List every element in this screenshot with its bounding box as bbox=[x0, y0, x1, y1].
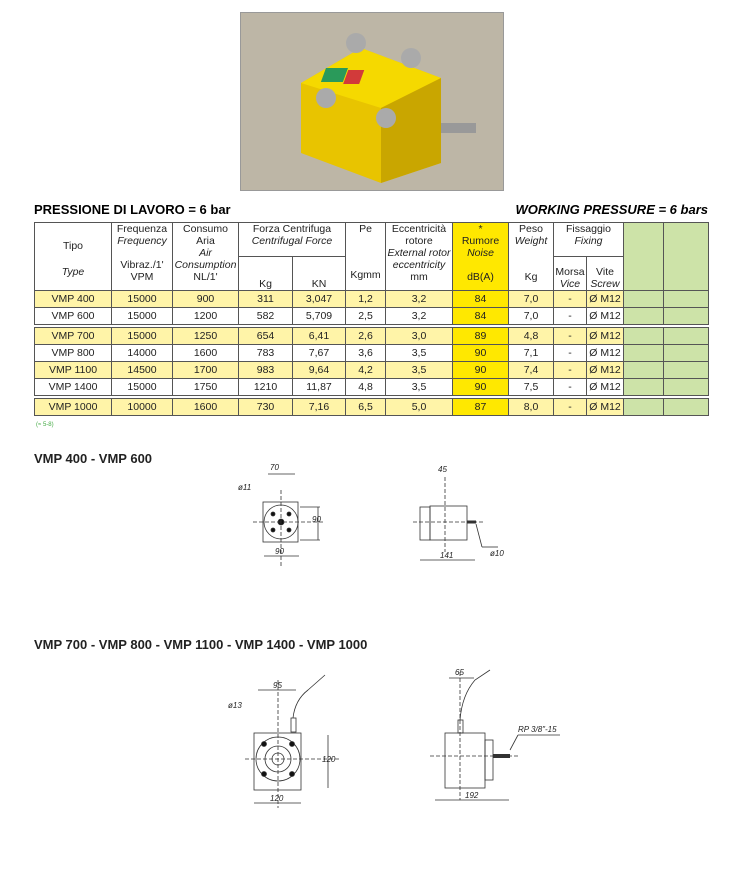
table-cell: 8,0 bbox=[509, 399, 554, 416]
table-cell: VMP 1100 bbox=[35, 362, 112, 379]
green-cell bbox=[624, 362, 664, 379]
green-cell bbox=[664, 362, 709, 379]
table-cell: 582 bbox=[239, 308, 293, 325]
table-cell: 15000 bbox=[112, 379, 173, 396]
table-cell: Ø M12 bbox=[587, 362, 624, 379]
table-cell: 1700 bbox=[173, 362, 239, 379]
dim-10: ø10 bbox=[490, 549, 504, 558]
table-cell: 1200 bbox=[173, 308, 239, 325]
green-cell bbox=[664, 345, 709, 362]
green-cell bbox=[664, 379, 709, 396]
col-air-en2: Consumption bbox=[174, 259, 237, 271]
table-cell: 730 bbox=[239, 399, 293, 416]
col-noise-unit: dB(A) bbox=[467, 271, 494, 283]
table-cell: 2,6 bbox=[346, 328, 386, 345]
table-cell: 10000 bbox=[112, 399, 173, 416]
table-cell: 4,8 bbox=[346, 379, 386, 396]
col-noise-star: * bbox=[478, 223, 483, 235]
col-air-en: Air bbox=[199, 247, 212, 259]
col-force-kg: Kg bbox=[239, 257, 293, 291]
drawing-vmp700-1000 bbox=[200, 660, 580, 810]
table-row bbox=[35, 362, 709, 379]
col-freq-en: Frequency bbox=[117, 235, 167, 247]
table-cell: - bbox=[554, 379, 587, 396]
col-ecc-en2: eccentricity bbox=[392, 259, 446, 271]
col-screw-en: Screw bbox=[590, 278, 620, 290]
table-cell: 6,5 bbox=[346, 399, 386, 416]
table-cell: 3,5 bbox=[386, 362, 453, 379]
table-cell: 90 bbox=[453, 362, 509, 379]
table-cell: 983 bbox=[239, 362, 293, 379]
table-cell: 15000 bbox=[112, 308, 173, 325]
col-fix-it: Fissaggio bbox=[566, 223, 611, 235]
green-cell bbox=[624, 379, 664, 396]
table-cell: 4,2 bbox=[346, 362, 386, 379]
table-cell: 7,67 bbox=[293, 345, 346, 362]
table-cell: 84 bbox=[453, 291, 509, 308]
table-cell: 7,5 bbox=[509, 379, 554, 396]
table-cell: 3,2 bbox=[386, 291, 453, 308]
table-cell: 90 bbox=[453, 379, 509, 396]
table-cell: 89 bbox=[453, 328, 509, 345]
green-cell bbox=[664, 328, 709, 345]
table-cell: - bbox=[554, 345, 587, 362]
dim-90v: 90 bbox=[312, 515, 321, 524]
vibrator-image bbox=[241, 13, 503, 190]
table-row bbox=[35, 328, 709, 345]
table-cell: 15000 bbox=[112, 291, 173, 308]
col-ecc-it: Eccentricità bbox=[391, 223, 447, 235]
green-cell bbox=[624, 399, 664, 416]
section-title-2: VMP 700 - VMP 800 - VMP 1100 - VMP 1400 - VMP 1000 bbox=[34, 637, 368, 652]
table-cell: Ø M12 bbox=[587, 328, 624, 345]
table-cell: 15000 bbox=[112, 328, 173, 345]
table-cell: 3,5 bbox=[386, 379, 453, 396]
green-cell bbox=[624, 291, 664, 308]
table-cell: 900 bbox=[173, 291, 239, 308]
dim-192: 192 bbox=[465, 791, 479, 800]
col-noise-it: Rumore bbox=[461, 235, 500, 247]
col-freq-it: Frequenza bbox=[116, 223, 168, 235]
table-cell: 3,2 bbox=[386, 308, 453, 325]
table-cell: 1,2 bbox=[346, 291, 386, 308]
table-cell: VMP 1000 bbox=[35, 399, 112, 416]
table-cell: 87 bbox=[453, 399, 509, 416]
drawing-vmp400-600 bbox=[200, 462, 504, 577]
table-cell: 4,8 bbox=[509, 328, 554, 345]
table-cell: 654 bbox=[239, 328, 293, 345]
col-force-en: Centrifugal Force bbox=[251, 235, 333, 247]
table-cell: - bbox=[554, 362, 587, 379]
col-freq-unit2: VPM bbox=[130, 271, 154, 283]
green-cell bbox=[664, 291, 709, 308]
col-force-it: Forza Centrifuga bbox=[252, 223, 332, 235]
table-row bbox=[35, 308, 709, 325]
table-cell: 84 bbox=[453, 308, 509, 325]
col-vice-en: Vice bbox=[559, 278, 581, 290]
table-cell: 5,709 bbox=[293, 308, 346, 325]
table-cell: 9,64 bbox=[293, 362, 346, 379]
col-ecc-unit: mm bbox=[410, 271, 428, 283]
table-cell: VMP 1400 bbox=[35, 379, 112, 396]
table-cell: 11,87 bbox=[293, 379, 346, 396]
table-row bbox=[35, 379, 709, 396]
table-cell: 7,0 bbox=[509, 291, 554, 308]
col-pe-unit: Kgmm bbox=[350, 269, 381, 281]
table-cell: 14500 bbox=[112, 362, 173, 379]
table-cell: VMP 800 bbox=[35, 345, 112, 362]
col-weight-unit: Kg bbox=[524, 271, 538, 283]
table-cell: VMP 400 bbox=[35, 291, 112, 308]
table-cell: - bbox=[554, 291, 587, 308]
dim-rp: RP 3/8"-15 bbox=[518, 725, 557, 734]
col-fix-en: Fixing bbox=[574, 235, 603, 247]
dim-70: 70 bbox=[270, 463, 279, 472]
col-force-kn: KN bbox=[293, 257, 346, 291]
dim-90h: 90 bbox=[275, 547, 284, 556]
table-cell: Ø M12 bbox=[587, 379, 624, 396]
footnote: (≈ 5-8) bbox=[36, 422, 54, 428]
dim-45: 45 bbox=[438, 465, 447, 474]
green-cell bbox=[664, 308, 709, 325]
dim-120v: 120 bbox=[322, 755, 336, 764]
table-cell: Ø M12 bbox=[587, 399, 624, 416]
col-noise-en: Noise bbox=[467, 247, 494, 259]
specs-table bbox=[34, 222, 709, 416]
table-row bbox=[35, 399, 709, 416]
table-cell: VMP 600 bbox=[35, 308, 112, 325]
table-cell: 1750 bbox=[173, 379, 239, 396]
table-cell: 311 bbox=[239, 291, 293, 308]
col-ecc-en: External rotor bbox=[387, 247, 451, 259]
col-air-unit: NL/1' bbox=[193, 271, 218, 283]
table-cell: Ø M12 bbox=[587, 308, 624, 325]
table-cell: 1250 bbox=[173, 328, 239, 345]
table-cell: - bbox=[554, 399, 587, 416]
green-cell bbox=[624, 345, 664, 362]
col-pe: Pe bbox=[359, 223, 372, 235]
table-cell: 783 bbox=[239, 345, 293, 362]
table-cell: - bbox=[554, 328, 587, 345]
table-cell: 3,0 bbox=[386, 328, 453, 345]
col-tipo: Tipo bbox=[62, 239, 84, 252]
table-row bbox=[35, 291, 709, 308]
table-cell: 1210 bbox=[239, 379, 293, 396]
col-ecc-it2: rotore bbox=[405, 235, 433, 247]
col-weight-en: Weight bbox=[514, 235, 548, 247]
col-weight-it: Peso bbox=[519, 223, 543, 235]
green-cell bbox=[624, 308, 664, 325]
table-cell: Ø M12 bbox=[587, 345, 624, 362]
table-row bbox=[35, 345, 709, 362]
table-cell: 7,4 bbox=[509, 362, 554, 379]
table-cell: 7,1 bbox=[509, 345, 554, 362]
table-cell: 5,0 bbox=[386, 399, 453, 416]
dim-13: ø13 bbox=[228, 701, 242, 710]
table-cell: Ø M12 bbox=[587, 291, 624, 308]
table-cell: 3,5 bbox=[386, 345, 453, 362]
table-cell: - bbox=[554, 308, 587, 325]
col-screw-it: Vite bbox=[596, 266, 614, 278]
col-air-it2: Aria bbox=[196, 235, 215, 247]
table-cell: 1600 bbox=[173, 399, 239, 416]
table-cell: 6,41 bbox=[293, 328, 346, 345]
col-air-it: Consumo bbox=[183, 223, 228, 235]
table-cell: 3,6 bbox=[346, 345, 386, 362]
table-cell: 90 bbox=[453, 345, 509, 362]
table-cell: 7,16 bbox=[293, 399, 346, 416]
table-cell: 3,047 bbox=[293, 291, 346, 308]
dim-65: 65 bbox=[455, 668, 464, 677]
table-cell: 7,0 bbox=[509, 308, 554, 325]
table-cell: VMP 700 bbox=[35, 328, 112, 345]
green-cell bbox=[624, 328, 664, 345]
working-pressure-en: WORKING PRESSURE = 6 bars bbox=[515, 202, 708, 217]
dim-120h: 120 bbox=[270, 794, 284, 803]
dim-95: 95 bbox=[273, 681, 282, 690]
product-photo bbox=[240, 12, 504, 191]
dim-11: ø11 bbox=[238, 483, 252, 492]
section-title-1: VMP 400 - VMP 600 bbox=[34, 451, 153, 466]
green-cell bbox=[664, 399, 709, 416]
table-cell: 2,5 bbox=[346, 308, 386, 325]
col-vice-it: Morsa bbox=[555, 266, 585, 278]
table-cell: 1600 bbox=[173, 345, 239, 362]
col-type: Type bbox=[61, 265, 85, 278]
col-freq-unit: Vibraz./1' bbox=[120, 259, 164, 271]
working-pressure-it: PRESSIONE DI LAVORO = 6 bar bbox=[34, 202, 231, 217]
dim-141: 141 bbox=[440, 551, 454, 560]
table-cell: 14000 bbox=[112, 345, 173, 362]
